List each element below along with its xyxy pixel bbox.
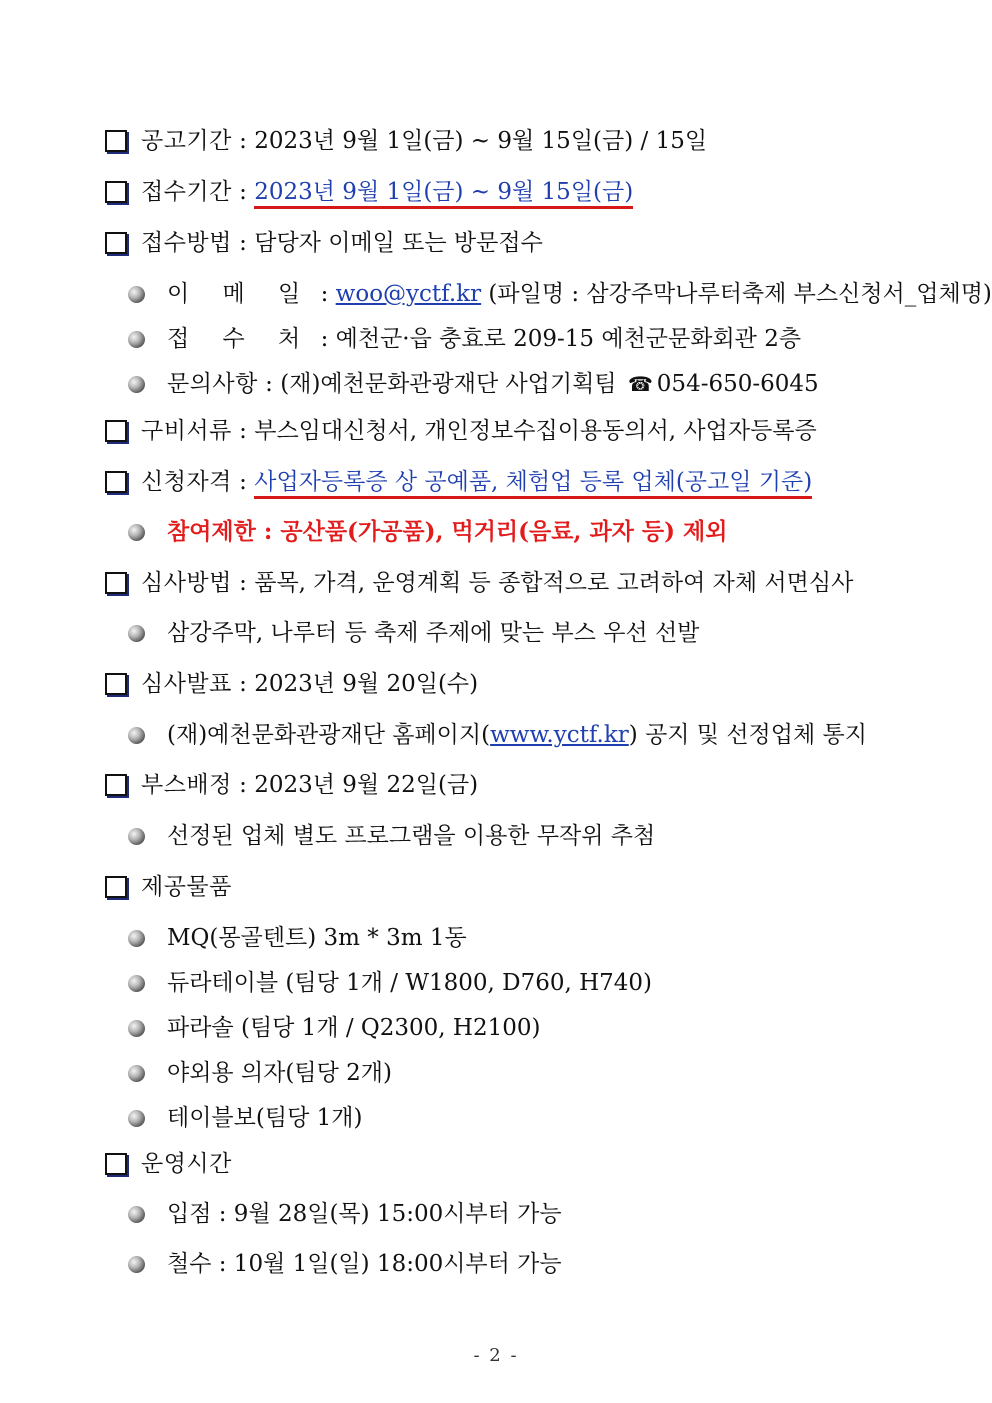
checkbox-icon [105, 232, 127, 254]
bullet-icon [128, 286, 145, 303]
checkbox-icon [105, 876, 127, 898]
checkbox-icon [105, 471, 127, 493]
supply-item: MQ(몽골텐트) 3m * 3m 1동 [128, 923, 467, 953]
bullet-icon [128, 625, 145, 642]
notice-period-value: 2023년 9월 1일(금) ~ 9월 15일(금) / 15일 [254, 128, 708, 154]
checkbox-icon [105, 774, 127, 796]
section-receipt-method: 접수방법 : 담당자 이메일 또는 방문접수 [105, 228, 543, 258]
hours-item: 입점 : 9월 28일(목) 15:00시부터 가능 [128, 1199, 562, 1229]
bullet-icon [128, 930, 145, 947]
section-qualification: 신청자격 : 사업자등록증 상 공예품, 체험업 등록 업체(공고일 기준) [105, 467, 812, 497]
item-restriction [128, 517, 727, 547]
checkbox-icon [105, 1153, 127, 1175]
homepage-link[interactable]: www.yctf.kr [490, 722, 629, 748]
supply-item: 야외용 의자(팀당 2개) [128, 1058, 392, 1088]
bullet-icon [128, 1206, 145, 1223]
bullet-icon [128, 524, 145, 541]
supply-item: 파라솔 (팀당 1개 / Q2300, H2100) [128, 1013, 540, 1043]
bullet-icon [128, 828, 145, 845]
receipt-method-value: 담당자 이메일 또는 방문접수 [254, 230, 543, 256]
hours-item: 철수 : 10월 1일(일) 18:00시부터 가능 [128, 1249, 562, 1279]
bullet-icon [128, 727, 145, 744]
item-office: 접 수 처 : 예천군·읍 충효로 209-15 예천군문화회관 2층 [128, 324, 801, 354]
section-booth-assignment: 부스배정 : 2023년 9월 22일(금) [105, 770, 478, 800]
checkbox-icon [105, 130, 127, 152]
section-announcement: 심사발표 : 2023년 9월 20일(수) [105, 669, 478, 699]
bullet-icon [128, 376, 145, 393]
phone-number: 054-650-6045 [656, 371, 819, 397]
item-email: 이 메 일 : woo@yctf.kr (파일명 : 삼강주막나루터축제 부스신청서_업체명) [128, 279, 992, 309]
section-receipt-period: 접수기간 : 2023년 9월 1일(금) ~ 9월 15일(금) [105, 177, 633, 207]
qualification-value: 사업자등록증 상 공예품, 체험업 등록 업체(공고일 기준) [254, 469, 812, 499]
bullet-icon [128, 1020, 145, 1037]
checkbox-icon [105, 673, 127, 695]
bullet-icon [128, 1110, 145, 1127]
section-supplies: 제공물품 [105, 872, 232, 902]
page-number: - 2 - [473, 1345, 519, 1366]
supply-item: 테이블보(팀당 1개) [128, 1103, 362, 1133]
item-inquiry: 문의사항 : (재)예천문화관광재단 사업기획팀 ☎ 054-650-6045 [128, 369, 819, 399]
section-notice-period: 공고기간 : 2023년 9월 1일(금) ~ 9월 15일(금) / 15일 [105, 126, 707, 156]
email-link[interactable]: woo@yctf.kr [335, 281, 482, 307]
section-review-method: 심사방법 : 품목, 가격, 운영계획 등 종합적으로 고려하여 자체 서면심사 [105, 568, 853, 598]
bullet-icon [128, 975, 145, 992]
receipt-period-value: 2023년 9월 1일(금) ~ 9월 15일(금) [254, 179, 633, 209]
section-operating-hours: 운영시간 [105, 1149, 232, 1179]
section-documents: 구비서류 : 부스임대신청서, 개인정보수집이용동의서, 사업자등록증 [105, 416, 817, 446]
restriction-text: 참여제한 : 공산품(가공품), 먹거리(음료, 과자 등) 제외 [167, 518, 728, 545]
item-announcement-note: (재)예천문화관광재단 홈페이지(www.yctf.kr) 공지 및 선정업체 통지 [128, 720, 867, 750]
bullet-icon [128, 1256, 145, 1273]
checkbox-icon [105, 181, 127, 203]
item-booth-note: 선정된 업체 별도 프로그램을 이용한 무작위 추첨 [128, 821, 655, 851]
bullet-icon [128, 331, 145, 348]
supply-item: 듀라테이블 (팀당 1개 / W1800, D760, H740) [128, 968, 652, 998]
item-review-note: 삼강주막, 나루터 등 축제 주제에 맞는 부스 우선 선발 [128, 618, 699, 648]
checkbox-icon [105, 420, 127, 442]
bullet-icon [128, 1065, 145, 1082]
phone-icon: ☎ [627, 372, 653, 396]
checkbox-icon [105, 572, 127, 594]
